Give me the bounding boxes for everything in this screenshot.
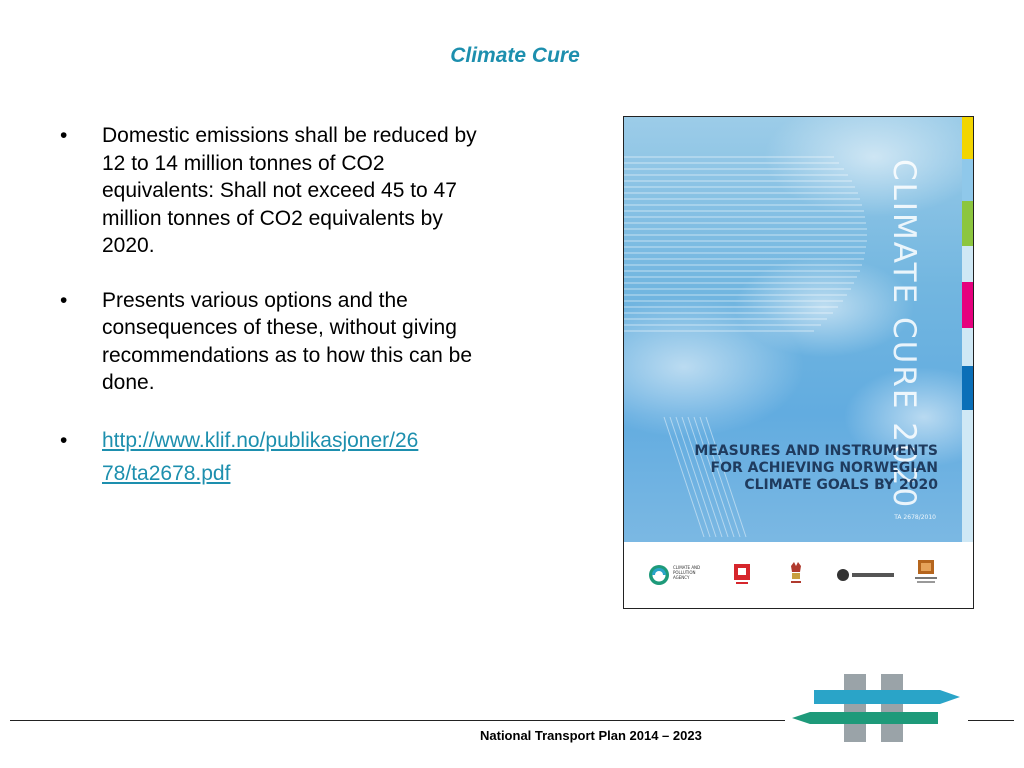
cover-logo-strip	[624, 542, 973, 608]
cover-heading	[638, 443, 938, 494]
report-link[interactable]	[102, 429, 418, 485]
bullet-item	[58, 122, 498, 260]
partner-logo-crown-icon	[788, 560, 804, 586]
color-strip-pale	[962, 410, 973, 542]
footer-divider-left	[10, 720, 785, 721]
color-strip-pale	[962, 328, 973, 366]
bullet-text: Presents various options and the consequences of these, without giving recommendations as to how this can be done.	[102, 288, 473, 394]
report-cover-image	[623, 116, 974, 609]
report-link-line-1[interactable]: http://www.klif.no/publikasjoner/26	[102, 428, 419, 452]
color-strip-lightblue	[962, 159, 973, 201]
color-strip-magenta	[962, 282, 973, 328]
bullet-item-link	[58, 424, 498, 490]
cover-heading-line: FOR ACHIEVING NORWEGIAN	[710, 460, 938, 476]
cover-heading-line: MEASURES AND INSTRUMENTS	[694, 443, 938, 459]
color-strip-pale	[962, 246, 973, 282]
slide-title: Climate Cure	[450, 44, 580, 67]
report-link-line-2[interactable]: 78/ta2678.pdf	[102, 461, 231, 485]
color-strip-yellow	[962, 117, 973, 159]
cover-report-number: TA 2678/2010	[894, 514, 936, 521]
bullet-marker: •	[60, 428, 68, 452]
partner-logo-brown-icon	[914, 558, 938, 588]
partner-logo-red-icon	[732, 562, 752, 586]
cover-vertical-title: CLIMATE CURE 2020	[886, 159, 922, 510]
cover-artwork	[624, 117, 962, 542]
color-strip-green	[962, 201, 973, 246]
bullet-item	[58, 287, 498, 397]
footer-text: National Transport Plan 2014 – 2023	[480, 728, 702, 743]
color-strip-blue	[962, 366, 973, 410]
bullet-marker: •	[60, 124, 68, 147]
climate-agency-logo-icon	[648, 564, 670, 586]
climate-agency-logo-text: CLIMATE AND POLLUTION AGENCY	[673, 565, 701, 580]
footer-divider-right	[968, 720, 1014, 721]
partner-logo-dark-icon	[836, 568, 896, 582]
bullet-text: Domestic emissions shall be reduced by 12 to 14 million tonnes of CO2 equivalents: Shall not exceed 45 to 47 million tonnes of CO2 equivalents by 2020.	[102, 124, 477, 257]
ntp-logo-icon	[788, 672, 968, 744]
bullet-marker: •	[60, 288, 68, 312]
bullet-list	[58, 122, 498, 517]
cover-heading-line: CLIMATE GOALS BY 2020	[744, 477, 938, 493]
